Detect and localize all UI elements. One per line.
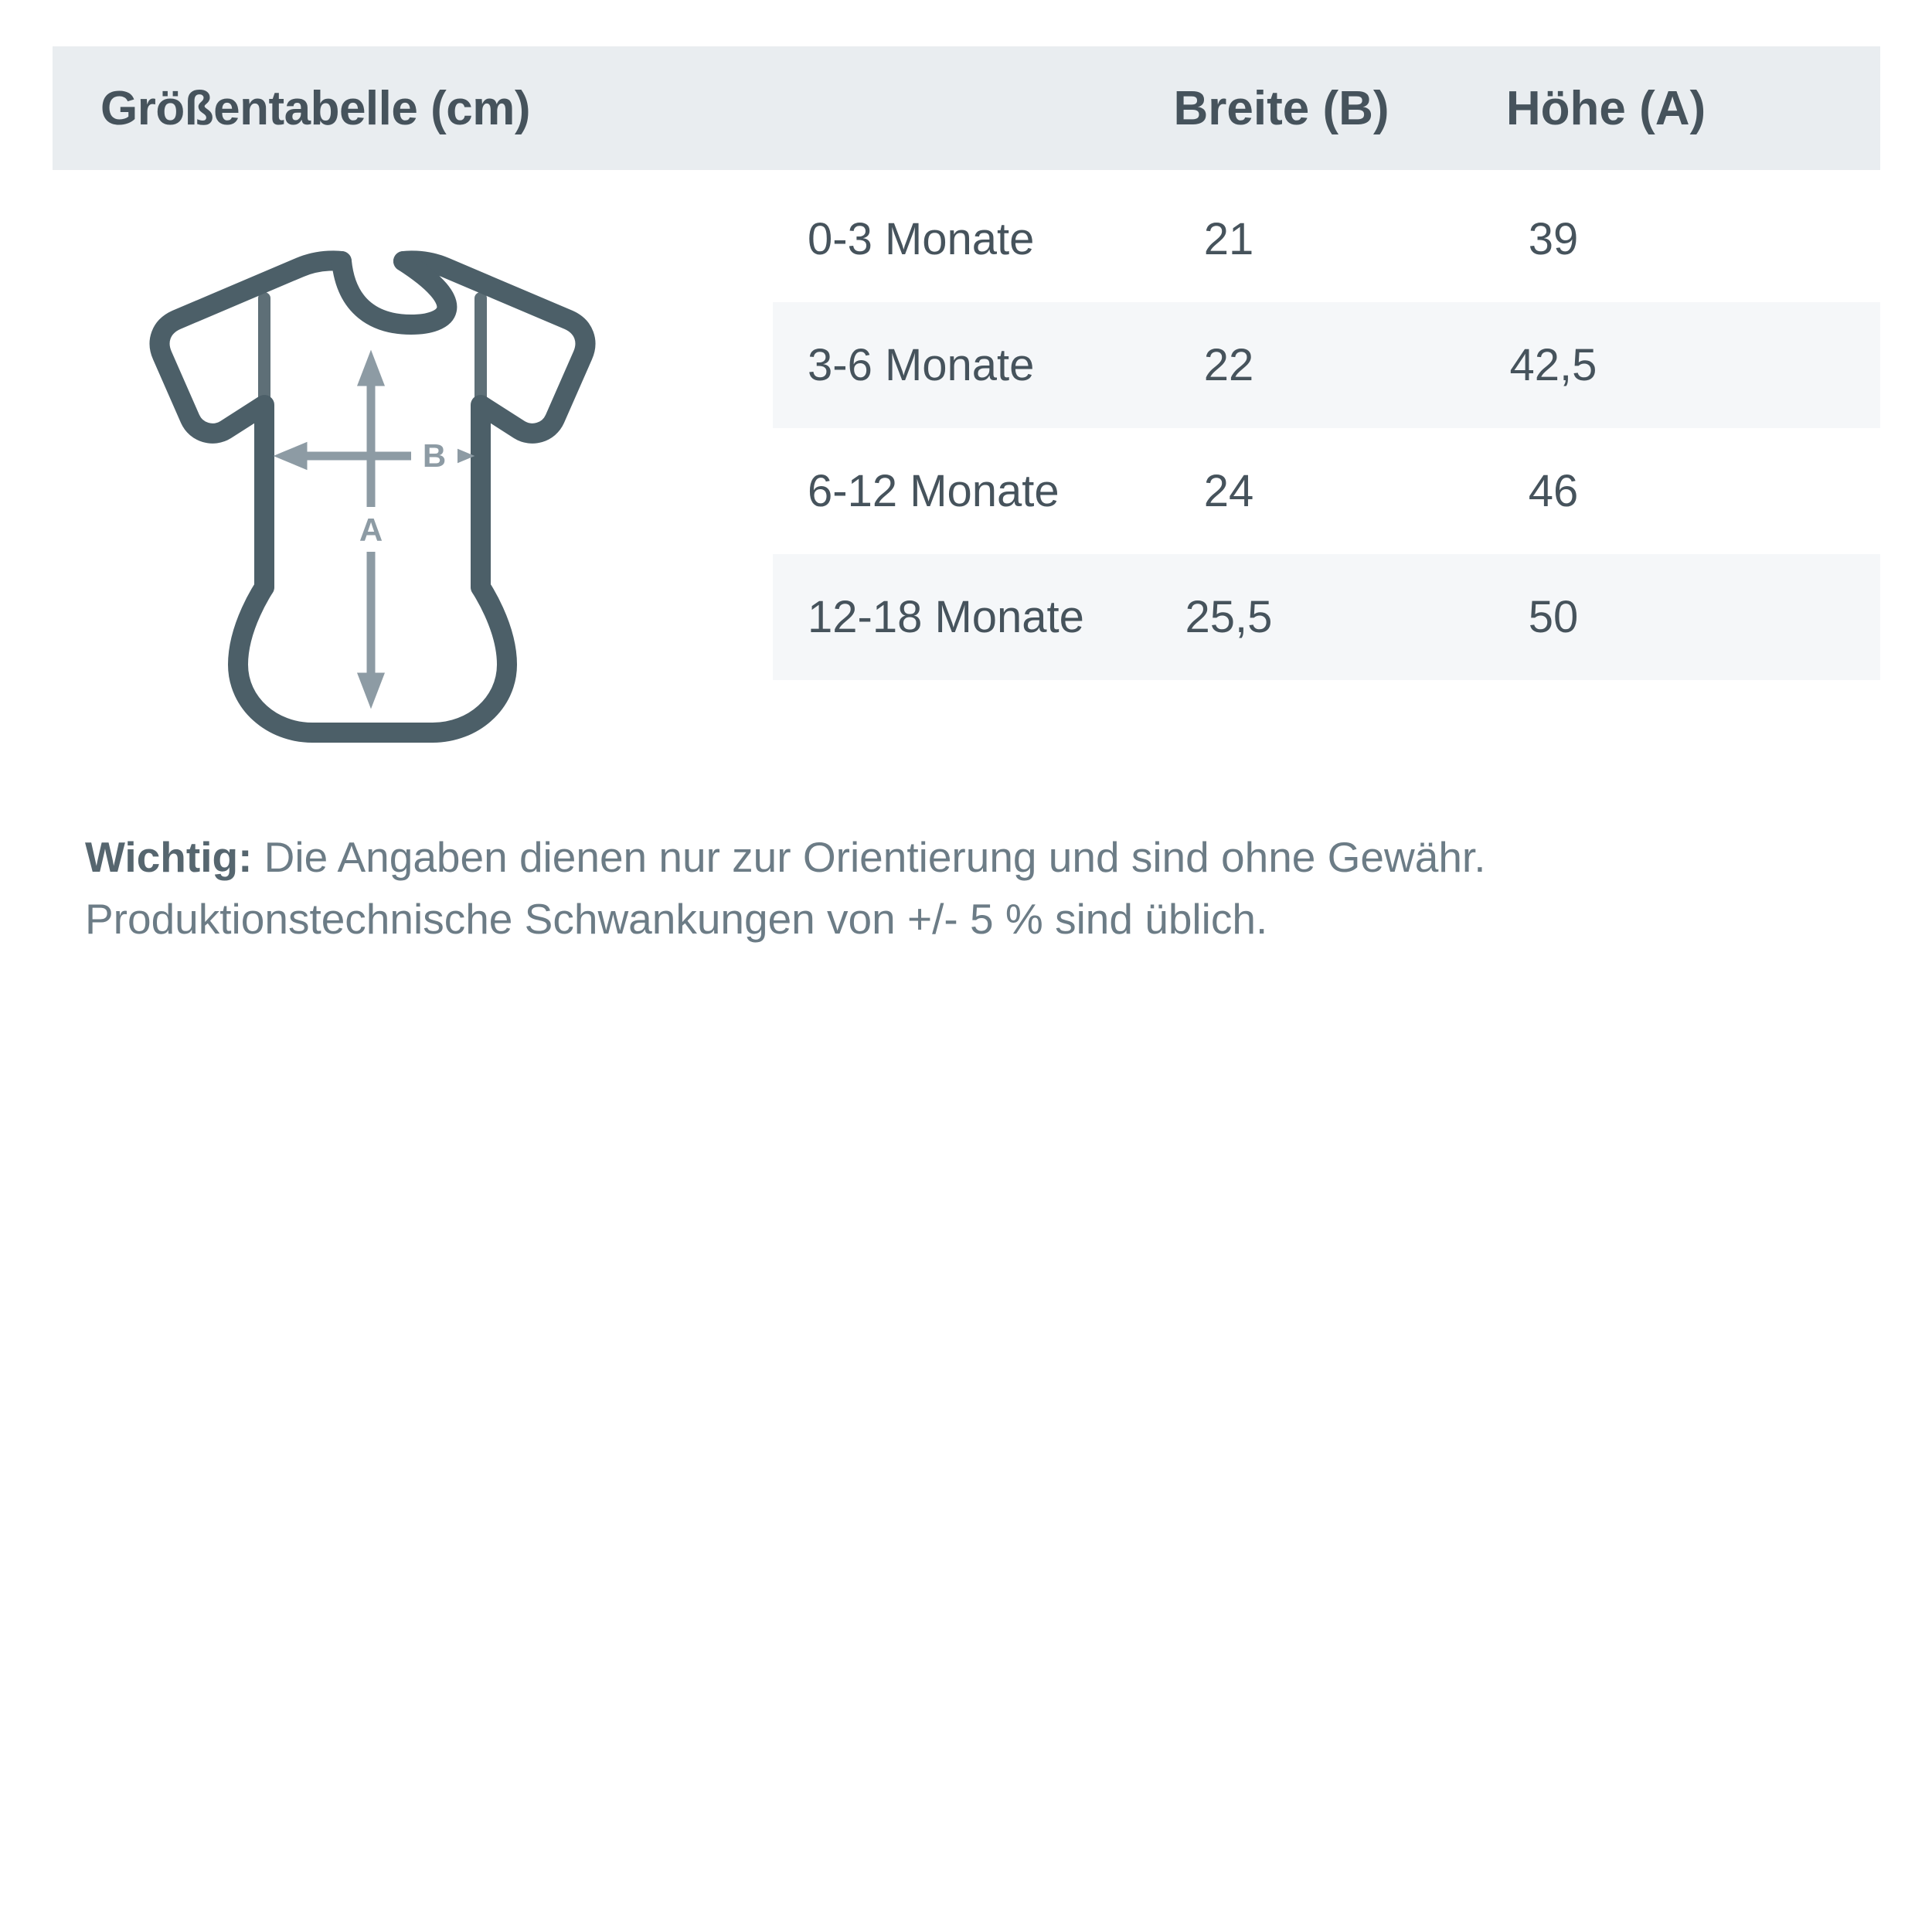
width-label: B bbox=[422, 437, 447, 474]
width-arrow-left bbox=[284, 448, 303, 464]
row-width-value: 21 bbox=[1203, 214, 1254, 264]
row-size-label: 12-18 Monate bbox=[808, 592, 1084, 642]
row-height-value: 50 bbox=[1528, 592, 1579, 642]
table-row bbox=[773, 302, 1880, 428]
row-height-value: 46 bbox=[1528, 466, 1579, 516]
size-chart-header bbox=[53, 46, 1880, 170]
height-arrow-bottom bbox=[363, 677, 379, 697]
page-title: Größentabelle (cm) bbox=[100, 81, 530, 135]
column-header-width: Breite (B) bbox=[1173, 81, 1389, 135]
disclaimer-line-1: Die Angaben dienen nur zur Orientierung und sind ohne Gewähr. bbox=[252, 833, 1486, 881]
disclaimer-note bbox=[85, 827, 1862, 951]
table-row bbox=[773, 176, 1880, 302]
row-width-value: 25,5 bbox=[1185, 592, 1273, 642]
table-row bbox=[773, 554, 1880, 680]
row-size-label: 6-12 Monate bbox=[808, 466, 1060, 516]
table-row bbox=[773, 428, 1880, 554]
height-label: A bbox=[359, 512, 383, 548]
row-size-label: 3-6 Monate bbox=[808, 340, 1035, 390]
row-size-label: 0-3 Monate bbox=[808, 214, 1035, 264]
disclaimer-line-2: Produktionstechnische Schwankungen von +/- 5 % sind üblich. bbox=[85, 894, 1268, 943]
bodysuit-illustration bbox=[139, 224, 696, 781]
height-arrow-top bbox=[363, 362, 379, 382]
row-width-value: 24 bbox=[1203, 466, 1254, 516]
disclaimer-label: Wichtig: bbox=[85, 833, 253, 881]
column-header-height: Höhe (A) bbox=[1505, 81, 1706, 135]
size-table bbox=[773, 176, 1880, 680]
row-height-value: 39 bbox=[1528, 214, 1579, 264]
row-height-value: 42,5 bbox=[1509, 340, 1597, 390]
row-width-value: 22 bbox=[1203, 340, 1254, 390]
